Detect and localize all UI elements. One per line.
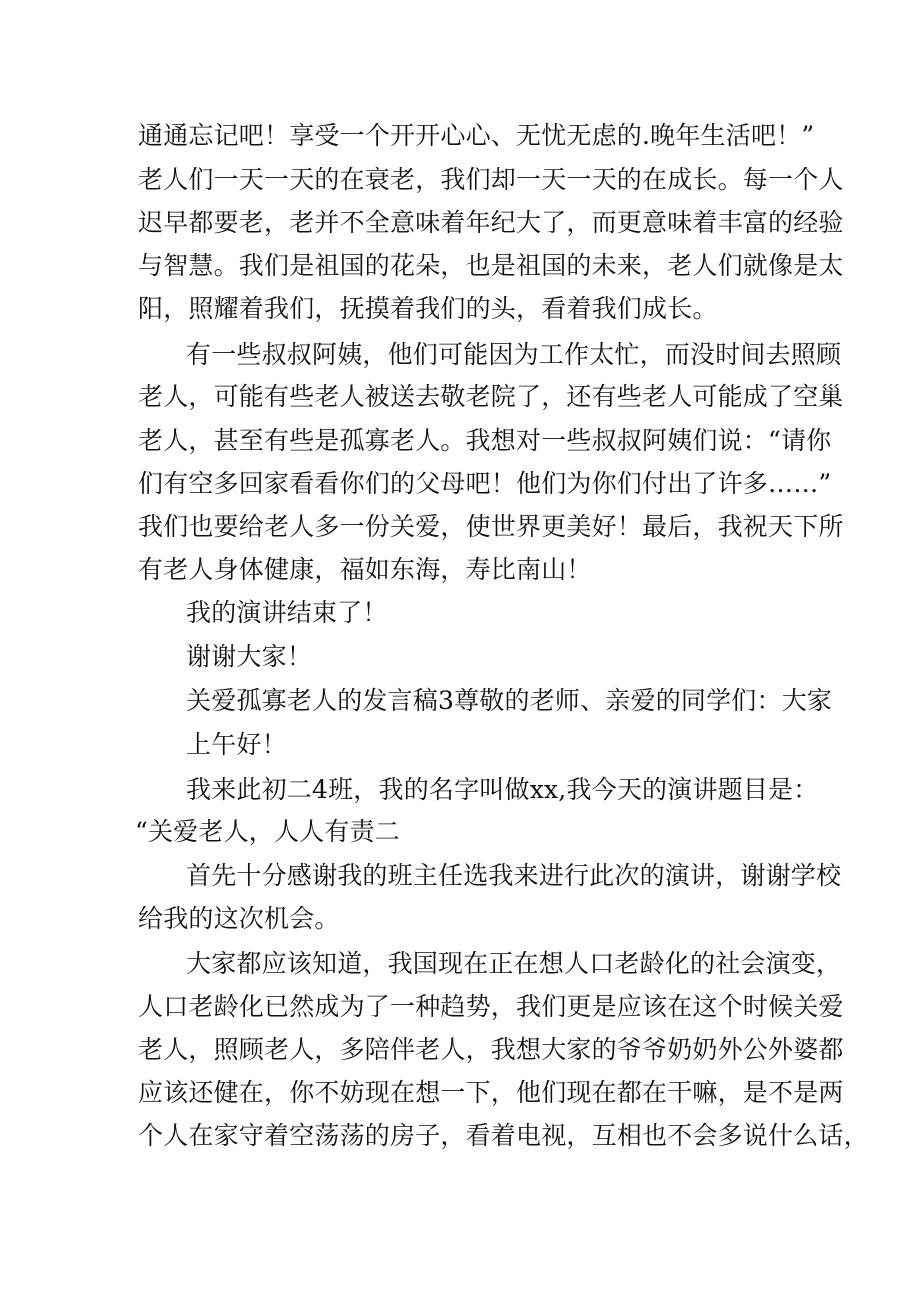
text-line — [0, 1030, 920, 1070]
text-line — [0, 725, 920, 765]
text-line-content: 我来此初二4班，我的名字叫做xx,我今天的演讲题目是： — [186, 775, 819, 804]
text-line — [0, 987, 920, 1027]
text-line — [0, 203, 920, 243]
text-line-content: 有一些叔叔阿姨，他们可能因为工作太忙，而没时间去照顾 — [186, 340, 842, 369]
text-line — [0, 464, 920, 504]
text-line — [0, 899, 920, 939]
text-line-content: 我的演讲结束了！ — [186, 598, 388, 627]
text-line — [0, 944, 920, 984]
text-line-content: 老人，甚至有些是孤寡老人。我想对一些叔叔阿姨们说：“请你 — [138, 426, 832, 455]
text-line-content: 老人们一天一天的在衰老，我们却一天一天的在成长。每一个人 — [138, 165, 844, 194]
text-line-content: 迟早都要老，老并不全意味着年纪大了，而更意味着丰富的经验 — [138, 208, 844, 237]
text-line-content: 们有空多回家看看你们的父母吧！他们为你们付出了许多……” — [138, 469, 832, 498]
text-line — [0, 116, 920, 156]
text-line — [0, 1073, 920, 1113]
text-line-content: 通通忘记吧！享受一个开开心心、无忧无虑的.晚年生活吧！” — [138, 121, 815, 150]
text-line — [0, 377, 920, 417]
text-line — [0, 770, 920, 810]
text-line-content: 与智慧。我们是祖国的花朵，也是祖国的未来，老人们就像是太 — [138, 251, 844, 280]
text-line-content: 应该还健在，你不妨现在想一下，他们现在都在干嘛，是不是两 — [138, 1078, 844, 1107]
text-line-content: 上午好！ — [186, 730, 287, 759]
text-line — [0, 289, 920, 329]
text-line — [0, 550, 920, 590]
text-line-content: 阳，照耀着我们，抚摸着我们的头，看着我们成长。 — [138, 294, 718, 323]
text-line — [0, 637, 920, 677]
text-line — [0, 681, 920, 721]
text-line-content: 关爱孤寡老人的发言稿3尊敬的老师、亲爱的同学们：大家 — [186, 686, 833, 715]
text-line-content: 个人在家守着空荡荡的房子，看着电视，互相也不会多说什么话， — [138, 1121, 869, 1150]
text-line-content: “关爱老人，人人有责二 — [135, 817, 400, 846]
text-line — [0, 1116, 920, 1156]
text-line — [0, 335, 920, 375]
text-line-content: 给我的这次机会。 — [138, 904, 340, 933]
text-line — [0, 421, 920, 461]
text-line-content: 老人，可能有些老人被送去敬老院了，还有些老人可能成了空巢 — [138, 382, 844, 411]
text-line-content: 老人，照顾老人，多陪伴老人，我想大家的爷爷奶奶外公外婆都 — [138, 1035, 844, 1064]
text-line-content: 谢谢大家！ — [186, 642, 313, 671]
text-line — [0, 160, 920, 200]
text-line-content: 我们也要给老人多一份关爱，使世界更美好！最后，我祝天下所 — [138, 512, 844, 541]
text-line — [0, 593, 920, 633]
text-line-content: 大家都应该知道，我国现在正在想人口老龄化的社会演变， — [186, 949, 842, 978]
text-line — [0, 246, 920, 286]
text-line — [0, 507, 920, 547]
text-line-content: 有老人身体健康，福如东海，寿比南山！ — [138, 555, 592, 584]
text-line-content: 人口老龄化已然成为了一种趋势，我们更是应该在这个时候关爱 — [138, 992, 844, 1021]
text-line-content: 首先十分感谢我的班主任选我来进行此次的演讲，谢谢学校 — [186, 861, 842, 890]
text-line — [0, 812, 920, 852]
text-line — [0, 856, 920, 896]
